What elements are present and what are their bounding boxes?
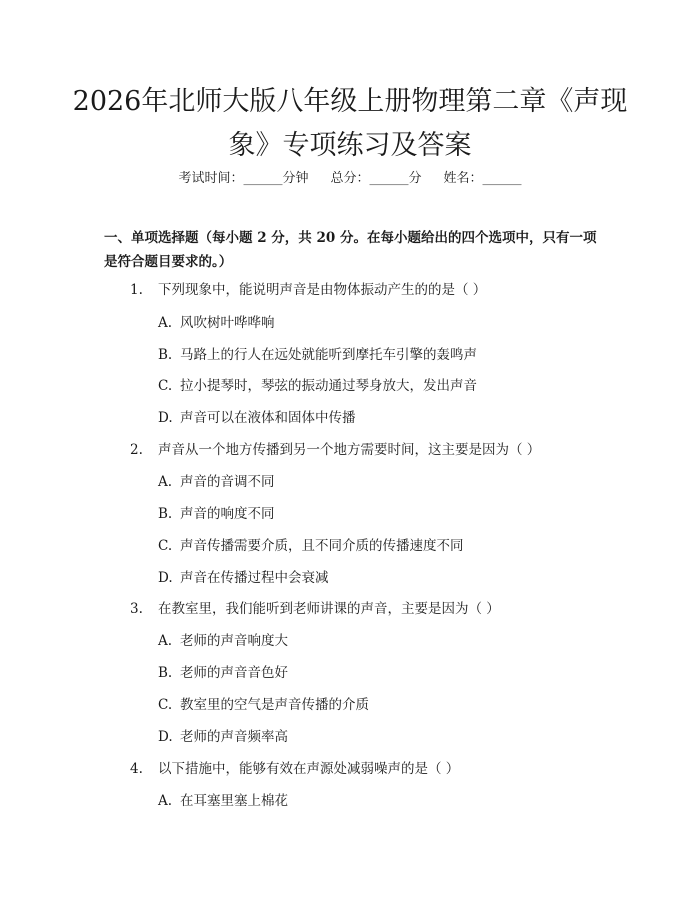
option-letter: B. [158,506,173,522]
option-2d [158,568,329,588]
option-2c [158,536,464,556]
question-2 [130,440,540,460]
option-text: 老师的声音响度大 [180,633,288,649]
option-text: 教室里的空气是声音传播的介质 [180,697,369,713]
name-blank: ______ [482,171,522,186]
option-letter: D. [158,729,173,745]
option-3c [158,695,369,715]
question-text: 声音从一个地方传播到另一个地方需要时间，这主要是因为（ ） [158,442,541,458]
option-letter: C. [158,697,173,713]
option-letter: B. [158,665,173,681]
option-2b [158,504,275,524]
option-letter: C. [158,378,173,394]
time-blank: ______ [243,171,283,186]
option-3a [158,631,288,651]
time-unit: 分钟 [282,171,309,186]
option-4a [158,791,288,811]
exam-info [0,170,700,188]
option-3b [158,663,288,683]
option-2a [158,472,275,492]
option-text: 老师的声音音色好 [180,665,288,681]
option-1a [158,313,275,333]
option-text: 拉小提琴时，琴弦的振动通过琴身放大，发出声音 [180,378,477,394]
question-text: 以下措施中，能够有效在声源处减弱噪声的是（ ） [158,761,460,777]
option-letter: A. [158,315,173,331]
option-letter: D. [158,570,173,586]
option-3d [158,727,288,747]
option-text: 声音可以在液体和固体中传播 [180,410,356,426]
question-number: 2. [130,442,143,458]
option-text: 声音传播需要介质，且不同介质的传播速度不同 [180,538,464,554]
option-1c [158,376,477,396]
option-text: 声音的音调不同 [180,474,275,490]
option-text: 老师的声音频率高 [180,729,288,745]
question-text: 下列现象中，能说明声音是由物体振动产生的的是（ ） [158,282,487,298]
option-letter: A. [158,474,173,490]
question-number: 4. [130,761,143,777]
option-letter: D. [158,410,173,426]
option-text: 声音的响度不同 [180,506,275,522]
option-text: 在耳塞里塞上棉花 [180,793,288,809]
option-letter: A. [158,633,173,649]
score-label: 总分： [330,171,370,186]
option-letter: A. [158,793,173,809]
option-text: 风吹树叶哗哗响 [180,315,275,331]
question-number: 1. [130,282,143,298]
score-unit: 分 [408,171,422,186]
name-label: 姓名： [443,171,483,186]
question-text: 在教室里，我们能听到老师讲课的声音，主要是因为（ ） [158,601,500,617]
score-blank: ______ [369,171,409,186]
question-3 [130,599,500,619]
option-letter: B. [158,347,173,363]
time-label: 考试时间： [178,171,244,186]
section-heading: 一、单项选择题（每小题 2 分，共 20 分。在每小题给出的四个选项中，只有一项是符合题目要求的。） [104,230,597,270]
option-letter: C. [158,538,173,554]
option-text: 声音在传播过程中会衰减 [180,570,329,586]
option-text: 马路上的行人在远处就能听到摩托车引擎的轰鸣声 [180,347,477,363]
option-1d [158,408,356,428]
option-1b [158,345,477,365]
question-4 [130,759,459,779]
question-1 [130,280,486,300]
question-number: 3. [130,601,143,617]
page-title: 2026年北师大版八年级上册物理第二章《声现象》专项练习及答案 [72,86,628,161]
